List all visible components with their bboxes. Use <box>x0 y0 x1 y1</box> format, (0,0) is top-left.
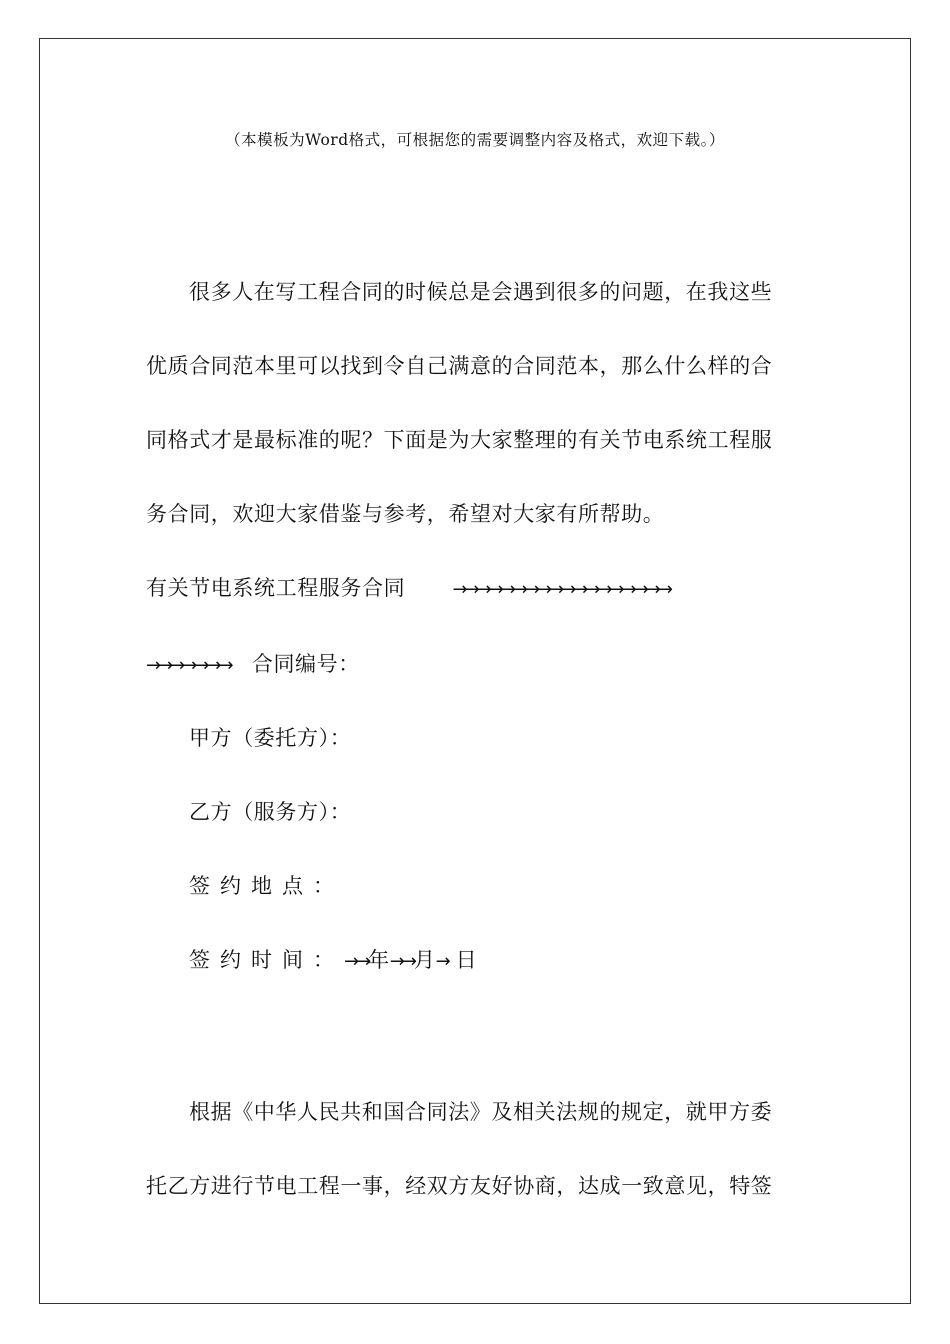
party-b-label: 乙方（服务方）： <box>189 800 352 824</box>
year-label: 年 <box>368 948 390 972</box>
signing-place-label: 签约地点： <box>189 874 344 898</box>
body-line-1: 根据《中华人民共和国合同法》及相关法规的规定，就甲方委 <box>189 1100 773 1124</box>
intro-line-1: 很多人在写工程合同的时候总是会遇到很多的问题，在我这些 <box>189 280 773 304</box>
contract-number-label: 合同编号： <box>251 652 360 676</box>
month-label: 月 <box>413 948 436 972</box>
number-arrows: →→→→→→→ <box>146 655 231 676</box>
party-a-label: 甲方（委托方）： <box>189 726 352 750</box>
signing-time-label: 签约时间： <box>189 948 344 972</box>
signing-time-line <box>189 944 477 974</box>
template-note: （本模板为Word格式，可根据您的需要调整内容及格式，欢迎下载。） <box>225 131 725 149</box>
contract-number-line <box>146 648 360 678</box>
intro-line-4: 务合同，欢迎大家借鉴与参考，希望对大家有所帮助。 <box>146 502 665 526</box>
day-arrows: → <box>435 951 448 972</box>
contract-title: 有关节电系统工程服务合同 <box>146 576 406 600</box>
intro-line-3: 同格式才是最标准的呢？下面是为大家整理的有关节电系统工程服 <box>146 428 773 452</box>
intro-line-2: 优质合同范本里可以找到令自己满意的合同范本，那么什么样的合 <box>146 354 773 378</box>
contract-title-line <box>146 572 670 602</box>
title-arrows: →→→→→→→→→→→→→→→→→→ <box>452 579 670 600</box>
year-arrows: →→ <box>344 951 369 972</box>
month-arrows: →→ <box>389 951 414 972</box>
day-label: 日 <box>455 948 478 972</box>
body-line-2: 托乙方进行节电工程一事，经双方友好协商，达成一致意见，特签 <box>146 1174 773 1198</box>
